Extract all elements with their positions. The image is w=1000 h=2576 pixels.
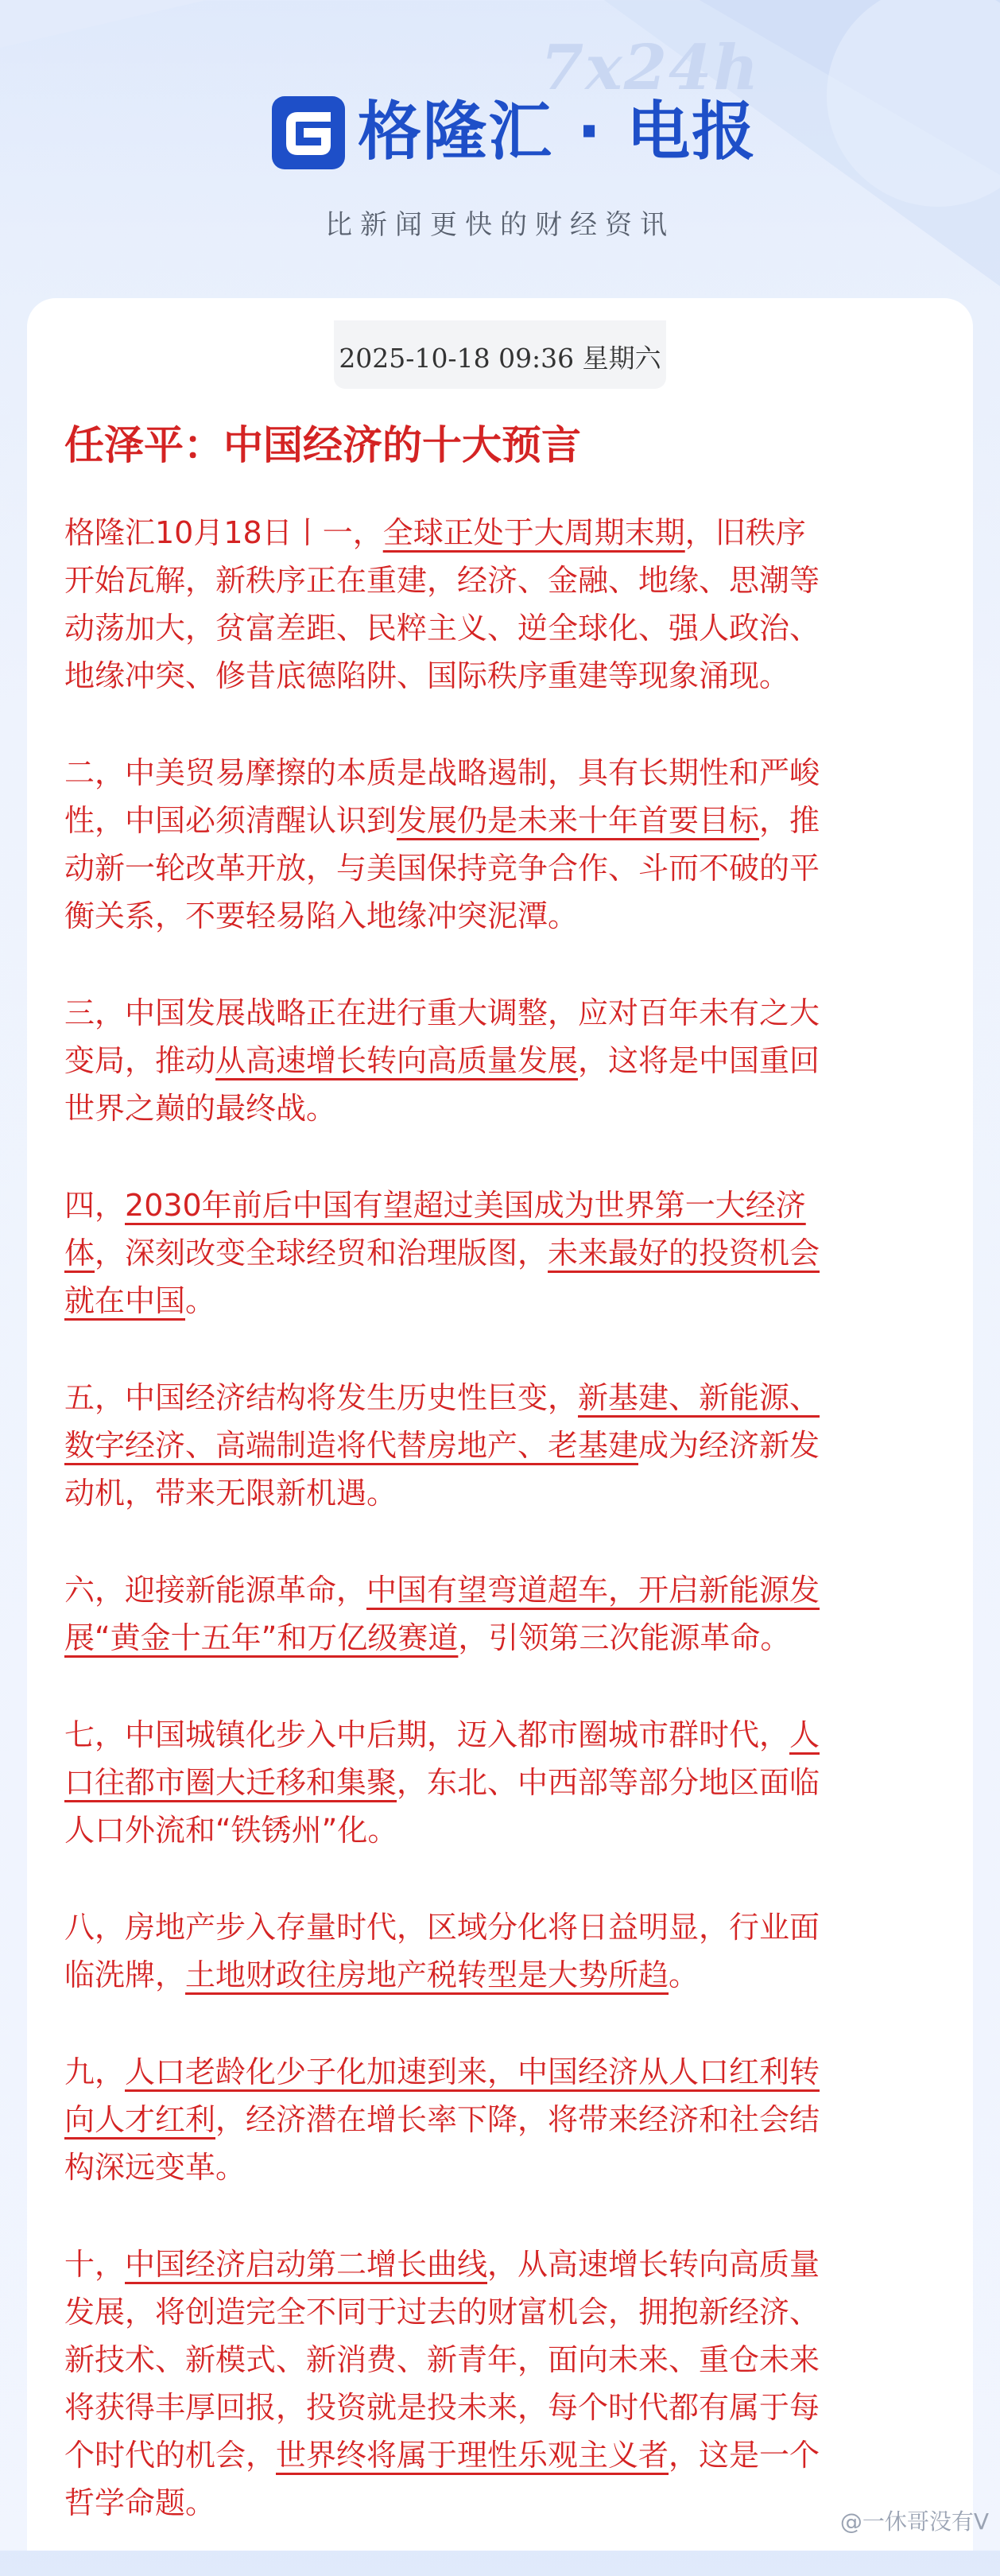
- underlined-key-phrase: 未来最好的投资机会: [548, 1236, 820, 1271]
- article-paragraph: [64, 1566, 955, 1662]
- news-card: [27, 298, 973, 2551]
- paragraph-line: [64, 1229, 955, 1277]
- tagline: 比新闻更快的财经资讯: [325, 209, 675, 241]
- article-paragraph: [64, 1711, 955, 1854]
- text-segment: 开始瓦解，新秩序正在重建，经济、金融、地缘、思潮等: [64, 563, 820, 598]
- paragraph-line: [64, 844, 955, 892]
- underlined-key-phrase: 中国有望弯道超车，开启新能源发: [366, 1573, 820, 1608]
- gelonghui-logo-icon: [269, 93, 348, 173]
- paragraph-line: [64, 2479, 955, 2527]
- text-segment: 七，中国城镇化步入中后期，迈入都市圈城市群时代，: [64, 1717, 790, 1752]
- underlined-key-phrase: 全球正处于大周期末期: [382, 515, 685, 550]
- underlined-key-phrase: 口往都市圈大迁移和集聚: [64, 1765, 397, 1800]
- text-segment: 哲学命题。: [64, 2485, 216, 2520]
- brand-name: 格隆汇 · 电报: [358, 95, 758, 169]
- header-logo: [269, 91, 758, 179]
- paragraph-line: [64, 1711, 955, 1759]
- article-paragraph: [64, 2048, 955, 2191]
- text-segment: 临洗牌，: [64, 1957, 186, 1992]
- watermark-7x24h: 7x24h: [541, 32, 761, 104]
- text-segment: 。: [669, 1957, 700, 1992]
- text-segment: 二，中美贸易摩擦的本质是战略遏制，具有长期性和严峻: [64, 755, 820, 790]
- article-paragraph: [64, 509, 955, 700]
- text-segment: 性，中国必须清醒认识到: [64, 803, 397, 838]
- paragraph-line: [64, 1469, 955, 1517]
- article-paragraph: [64, 749, 955, 940]
- news-article-body: [64, 509, 955, 2576]
- text-segment: ，东北、中西部等部分地区面临: [397, 1765, 820, 1800]
- text-segment: ，这将是中国重回: [578, 1043, 820, 1078]
- text-segment: 个时代的机会，: [64, 2438, 277, 2473]
- text-segment: ，经济潜在增长率下降，将带来经济和社会结: [215, 2102, 820, 2137]
- date-tab: [334, 320, 666, 389]
- text-segment: 新技术、新模式、新消费、新青年，面向未来、重仓未来: [64, 2342, 820, 2377]
- paragraph-line: [64, 1374, 955, 1422]
- underlined-key-phrase: 新基建、新能源、: [578, 1380, 820, 1415]
- text-segment: 世界之巅的最终战。: [64, 1091, 337, 1126]
- paragraph-line: [64, 652, 955, 700]
- paragraph-line: [64, 797, 955, 844]
- underlined-key-phrase: 世界终将属于理性乐观主义者: [276, 2438, 669, 2473]
- paragraph-line: [64, 2288, 955, 2336]
- text-segment: 动新一轮改革开放，与美国保持竞争合作、斗而不破的平: [64, 851, 820, 886]
- paragraph-line: [64, 509, 955, 557]
- paragraph-line: [64, 2096, 955, 2143]
- paragraph-line: [64, 1422, 955, 1469]
- news-headline: 任泽平：中国经济的十大预言: [64, 421, 581, 468]
- paragraph-line: [64, 604, 955, 652]
- paragraph-line: [64, 1566, 955, 1614]
- text-segment: 发展，将创造完全不同于过去的财富机会，拥抱新经济、: [64, 2295, 820, 2330]
- text-segment: 四，: [64, 1188, 126, 1223]
- weibo-watermark: @一休哥没有V: [839, 2508, 989, 2535]
- paragraph-line: [64, 1084, 955, 1132]
- underlined-key-phrase: 展“黄金十五年”和万亿级赛道: [64, 1620, 459, 1655]
- underlined-key-phrase: 数字经济、高端制造将代替房地产、老基建: [64, 1428, 639, 1463]
- article-paragraph: [64, 1903, 955, 1999]
- text-segment: ，引领第三次能源革命。: [458, 1620, 791, 1655]
- underlined-key-phrase: 土地财政往房地产税转型是大势所趋: [185, 1957, 669, 1992]
- text-segment: ，从高速增长转向高质量: [487, 2247, 820, 2282]
- paragraph-line: [64, 892, 955, 940]
- underlined-key-phrase: 从高速增长转向高质量发展: [215, 1043, 579, 1078]
- underlined-key-phrase: 中国经济启动第二增长曲线: [125, 2247, 488, 2282]
- paragraph-line: [64, 989, 955, 1037]
- paragraph-line: [64, 1614, 955, 1662]
- paragraph-line: [64, 2143, 955, 2191]
- underlined-key-phrase: 向人才红利: [64, 2102, 216, 2137]
- underlined-key-phrase: 就在中国: [64, 1283, 186, 1318]
- paragraph-line: [64, 557, 955, 604]
- paragraph-line: [64, 1759, 955, 1806]
- article-paragraph: [64, 1181, 955, 1325]
- paragraph-line: [64, 1951, 955, 1999]
- paragraph-line: [64, 1277, 955, 1325]
- underlined-key-phrase: 体: [64, 1236, 95, 1271]
- underlined-key-phrase: 发展仍是未来十年首要目标: [397, 803, 760, 838]
- text-segment: 动机，带来无限新机遇。: [64, 1476, 397, 1511]
- paragraph-line: [64, 2431, 955, 2479]
- text-segment: ，这是一个: [669, 2438, 820, 2473]
- text-segment: 动荡加大，贫富差距、民粹主义、逆全球化、强人政治、: [64, 611, 820, 646]
- article-paragraph: [64, 1374, 955, 1517]
- text-segment: 三，中国发展战略正在进行重大调整，应对百年未有之大: [64, 995, 820, 1030]
- text-segment: 八，房地产步入存量时代，区域分化将日益明显，行业面: [64, 1910, 820, 1945]
- paragraph-line: [64, 1181, 955, 1229]
- article-paragraph: [64, 2240, 955, 2527]
- text-segment: 格隆汇10月18日丨一，: [64, 515, 383, 550]
- text-segment: 人口外流和“铁锈州”化。: [64, 1813, 398, 1848]
- post-datetime: 2025-10-18 09:36 星期六: [339, 343, 661, 374]
- text-segment: 地缘冲突、修昔底德陷阱、国际秩序重建等现象涌现。: [64, 658, 790, 693]
- text-segment: 构深远变革。: [64, 2150, 246, 2185]
- text-segment: 九，: [64, 2054, 126, 2089]
- paragraph-line: [64, 2240, 955, 2288]
- text-segment: 。: [185, 1283, 216, 1318]
- text-segment: 将获得丰厚回报，投资就是投未来，每个时代都有属于每: [64, 2390, 820, 2425]
- paragraph-line: [64, 749, 955, 797]
- text-segment: 成为经济新发: [638, 1428, 820, 1463]
- paragraph-line: [64, 1806, 955, 1854]
- text-segment: 衡关系，不要轻易陷入地缘冲突泥潭。: [64, 898, 579, 933]
- text-segment: ，深刻改变全球经贸和治理版图，: [95, 1236, 548, 1271]
- text-segment: 五，中国经济结构将发生历史性巨变，: [64, 1380, 579, 1415]
- text-segment: 变局，推动: [64, 1043, 216, 1078]
- underlined-key-phrase: 人口老龄化少子化加速到来，中国经济从人口红利转: [125, 2054, 820, 2089]
- article-paragraph: [64, 989, 955, 1132]
- paragraph-line: [64, 1903, 955, 1951]
- text-segment: ，推: [759, 803, 820, 838]
- paragraph-line: [64, 2048, 955, 2096]
- text-segment: 六，迎接新能源革命，: [64, 1573, 367, 1608]
- paragraph-line: [64, 2336, 955, 2384]
- text-segment: 十，: [64, 2247, 126, 2282]
- paragraph-line: [64, 2384, 955, 2431]
- underlined-key-phrase: 人: [789, 1717, 820, 1752]
- text-segment: ，旧秩序: [684, 515, 806, 550]
- underlined-key-phrase: 2030年前后中国有望超过美国成为世界第一大经济: [125, 1188, 806, 1223]
- paragraph-line: [64, 1037, 955, 1084]
